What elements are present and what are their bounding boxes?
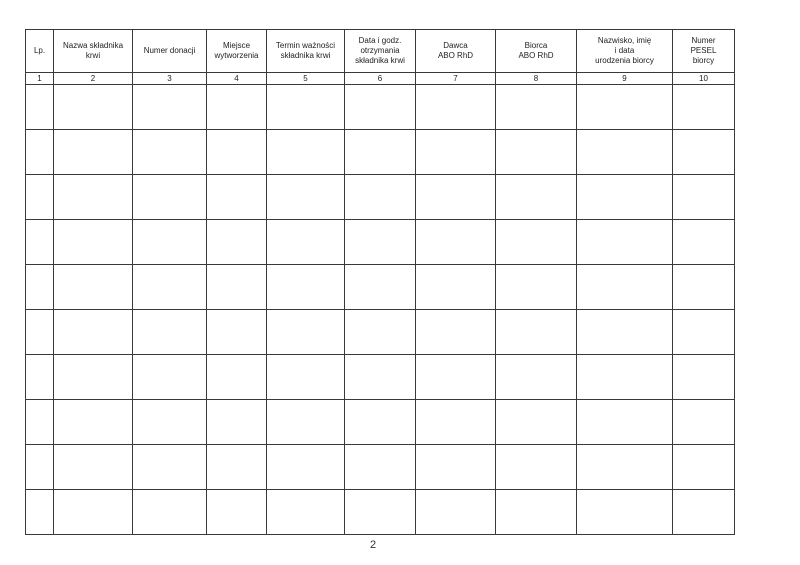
table-cell[interactable] xyxy=(26,130,54,175)
table-cell[interactable] xyxy=(345,175,416,220)
table-cell[interactable] xyxy=(26,400,54,445)
table-cell[interactable] xyxy=(496,265,577,310)
table-cell[interactable] xyxy=(345,400,416,445)
table-cell[interactable] xyxy=(54,400,133,445)
table-cell[interactable] xyxy=(673,400,735,445)
table-cell[interactable] xyxy=(26,220,54,265)
table-cell[interactable] xyxy=(673,265,735,310)
table-cell[interactable] xyxy=(267,85,345,130)
table-cell[interactable] xyxy=(673,175,735,220)
column-number: 8 xyxy=(496,73,577,85)
table-cell[interactable] xyxy=(577,220,673,265)
column-number: 10 xyxy=(673,73,735,85)
table-cell[interactable] xyxy=(673,490,735,535)
table-cell[interactable] xyxy=(496,175,577,220)
table-cell[interactable] xyxy=(54,490,133,535)
table-row xyxy=(26,400,735,445)
table-cell[interactable] xyxy=(54,310,133,355)
table-cell[interactable] xyxy=(345,265,416,310)
table-cell[interactable] xyxy=(133,220,207,265)
table-cell[interactable] xyxy=(345,490,416,535)
column-number: 7 xyxy=(416,73,496,85)
table-cell[interactable] xyxy=(673,355,735,400)
page-number: 2 xyxy=(369,539,377,551)
header-lp: Lp. xyxy=(26,30,54,73)
table-cell[interactable] xyxy=(496,355,577,400)
table-cell[interactable] xyxy=(207,220,267,265)
blood-component-register-table xyxy=(25,29,735,535)
table-cell[interactable] xyxy=(416,220,496,265)
table-cell[interactable] xyxy=(345,130,416,175)
header-recipient-name-dob: Nazwisko, imię i data urodzenia biorcy xyxy=(577,30,673,73)
table-cell[interactable] xyxy=(577,265,673,310)
table-cell[interactable] xyxy=(26,445,54,490)
table-cell[interactable] xyxy=(54,130,133,175)
table-cell[interactable] xyxy=(133,175,207,220)
table-row xyxy=(26,490,735,535)
table-cell[interactable] xyxy=(267,490,345,535)
table-cell[interactable] xyxy=(496,130,577,175)
table-cell[interactable] xyxy=(345,220,416,265)
header-recipient-pesel: Numer PESEL biorcy xyxy=(673,30,735,73)
table-row xyxy=(26,445,735,490)
table-cell[interactable] xyxy=(26,85,54,130)
table-cell[interactable] xyxy=(26,175,54,220)
table-cell[interactable] xyxy=(345,310,416,355)
table-cell[interactable] xyxy=(207,355,267,400)
header-donor-abo-rhd: Dawca ABO RhD xyxy=(416,30,496,73)
table-cell[interactable] xyxy=(267,175,345,220)
column-number: 1 xyxy=(26,73,54,85)
table-cell[interactable] xyxy=(416,130,496,175)
table-cell[interactable] xyxy=(673,85,735,130)
table-cell[interactable] xyxy=(577,130,673,175)
table-cell[interactable] xyxy=(416,490,496,535)
table-cell[interactable] xyxy=(54,175,133,220)
table-cell[interactable] xyxy=(207,310,267,355)
table-cell[interactable] xyxy=(416,265,496,310)
column-number: 2 xyxy=(54,73,133,85)
table-cell[interactable] xyxy=(26,310,54,355)
table-cell[interactable] xyxy=(26,490,54,535)
table-cell[interactable] xyxy=(207,490,267,535)
table-cell[interactable] xyxy=(496,400,577,445)
header-component-name: Nazwa składnika krwi xyxy=(54,30,133,73)
table-row xyxy=(26,355,735,400)
column-number: 6 xyxy=(345,73,416,85)
table-row xyxy=(26,220,735,265)
table-cell[interactable] xyxy=(207,400,267,445)
table-cell[interactable] xyxy=(133,130,207,175)
table-row xyxy=(26,130,735,175)
table-cell[interactable] xyxy=(496,490,577,535)
column-number: 9 xyxy=(577,73,673,85)
table-cell[interactable] xyxy=(577,175,673,220)
table-cell[interactable] xyxy=(267,130,345,175)
table-cell[interactable] xyxy=(133,265,207,310)
table-cell[interactable] xyxy=(207,175,267,220)
table-cell[interactable] xyxy=(673,310,735,355)
table-cell[interactable] xyxy=(267,445,345,490)
table-cell[interactable] xyxy=(496,220,577,265)
table-cell[interactable] xyxy=(345,445,416,490)
table-cell[interactable] xyxy=(496,310,577,355)
table-cell[interactable] xyxy=(267,355,345,400)
table-cell[interactable] xyxy=(267,400,345,445)
table-cell[interactable] xyxy=(577,490,673,535)
table-cell[interactable] xyxy=(54,265,133,310)
table-cell[interactable] xyxy=(673,445,735,490)
table-cell[interactable] xyxy=(26,355,54,400)
table-cell[interactable] xyxy=(133,310,207,355)
table-cell[interactable] xyxy=(345,355,416,400)
table-row xyxy=(26,85,735,130)
header-received-datetime: Data i godz. otrzymania składnika krwi xyxy=(345,30,416,73)
table-cell[interactable] xyxy=(133,445,207,490)
table-cell[interactable] xyxy=(133,355,207,400)
column-number: 5 xyxy=(267,73,345,85)
table-row xyxy=(26,310,735,355)
table-cell[interactable] xyxy=(416,85,496,130)
table-cell[interactable] xyxy=(133,490,207,535)
table-cell[interactable] xyxy=(496,445,577,490)
table-cell[interactable] xyxy=(673,220,735,265)
table-cell[interactable] xyxy=(673,130,735,175)
table-cell[interactable] xyxy=(207,265,267,310)
table-cell[interactable] xyxy=(54,85,133,130)
table-cell[interactable] xyxy=(26,265,54,310)
table-cell[interactable] xyxy=(54,445,133,490)
table-cell[interactable] xyxy=(577,400,673,445)
table-cell[interactable] xyxy=(496,85,577,130)
table-cell[interactable] xyxy=(267,310,345,355)
table-cell[interactable] xyxy=(207,445,267,490)
table-cell[interactable] xyxy=(267,265,345,310)
table-cell[interactable] xyxy=(207,85,267,130)
header-row xyxy=(26,30,735,73)
table-cell[interactable] xyxy=(416,400,496,445)
table-cell[interactable] xyxy=(416,445,496,490)
table-cell[interactable] xyxy=(54,355,133,400)
table-cell[interactable] xyxy=(577,310,673,355)
header-recipient-abo-rhd: Biorca ABO RhD xyxy=(496,30,577,73)
table-row xyxy=(26,265,735,310)
table-cell[interactable] xyxy=(577,85,673,130)
column-number-row xyxy=(26,73,735,85)
table-cell[interactable] xyxy=(133,85,207,130)
table-cell[interactable] xyxy=(133,400,207,445)
table-cell[interactable] xyxy=(577,355,673,400)
table-cell[interactable] xyxy=(207,130,267,175)
table-cell[interactable] xyxy=(345,85,416,130)
table-cell[interactable] xyxy=(577,445,673,490)
table-cell[interactable] xyxy=(416,355,496,400)
header-expiry-date: Termin ważności składnika krwi xyxy=(267,30,345,73)
table-cell[interactable] xyxy=(54,220,133,265)
table-cell[interactable] xyxy=(416,175,496,220)
table-row xyxy=(26,175,735,220)
column-number: 3 xyxy=(133,73,207,85)
column-number: 4 xyxy=(207,73,267,85)
table-cell[interactable] xyxy=(416,310,496,355)
header-place-of-production: Miejsce wytworzenia xyxy=(207,30,267,73)
header-donation-number: Numer donacji xyxy=(133,30,207,73)
table-cell[interactable] xyxy=(267,220,345,265)
